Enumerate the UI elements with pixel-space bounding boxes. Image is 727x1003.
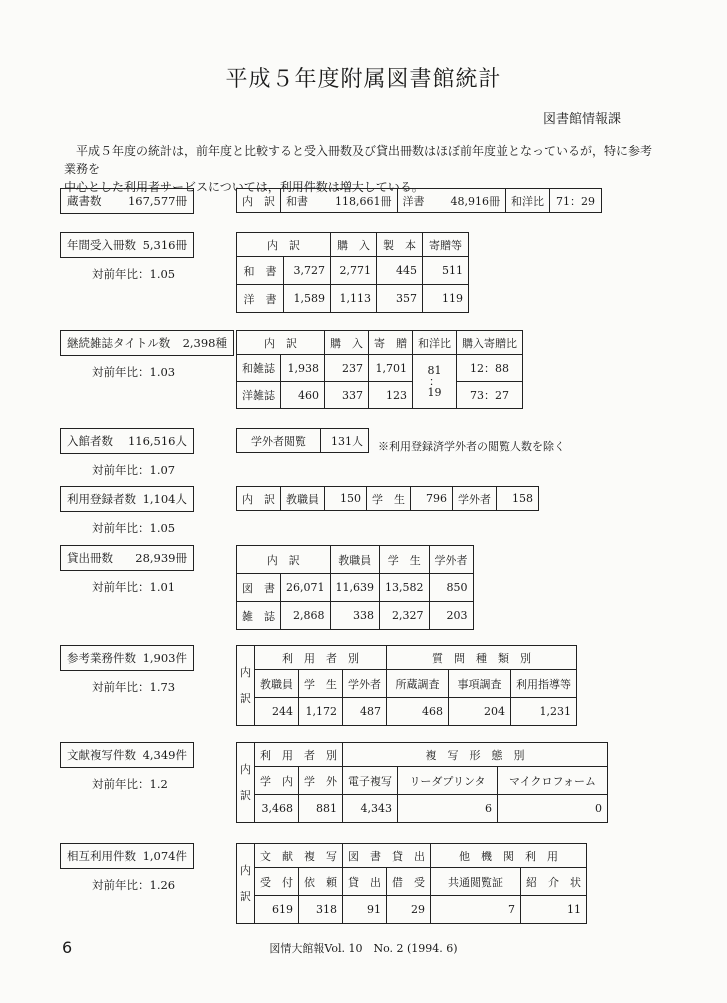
table-cell: 244 xyxy=(255,698,299,726)
holdings-breakdown-table xyxy=(236,188,602,213)
table-cell: 1,172 xyxy=(299,698,343,726)
table-cell: 487 xyxy=(343,698,387,726)
registered-label: 利用登録者数 xyxy=(67,492,136,506)
department-name: 図書館情報課 xyxy=(542,112,621,127)
table-header: 学 内 xyxy=(255,767,299,795)
table-header: 利用指導等 xyxy=(511,670,577,698)
visitors-ratio: 対前年比：1.07 xyxy=(92,463,176,477)
table-cell: 73：27 xyxy=(457,382,523,409)
holdings-value: 167,577冊 xyxy=(127,194,187,208)
table-header: 貸 出 xyxy=(343,868,387,896)
table-header: リーダプリンタ xyxy=(398,767,498,795)
visitors-label: 入館者数 xyxy=(67,434,113,448)
table-header: 共通閲覧証 xyxy=(431,868,521,896)
ill-box xyxy=(60,843,194,869)
table-row xyxy=(237,546,474,574)
table-cell: 12：88 xyxy=(457,355,523,382)
side-label xyxy=(237,743,255,823)
table-header: 事項調査 xyxy=(449,670,511,698)
acquisitions-box xyxy=(60,232,194,258)
side-char: 訳 xyxy=(240,691,251,705)
table-header: 電子複写 xyxy=(343,767,398,795)
group-header: 利 用 者 別 xyxy=(255,743,343,767)
group-header: 複 写 形 態 別 xyxy=(343,743,608,767)
table-cell: 796 xyxy=(411,487,453,511)
serials-ratio: 対前年比：1.03 xyxy=(92,365,176,379)
serials-table xyxy=(236,330,523,409)
wayo-colon: ： xyxy=(429,375,440,388)
table-cell: 雑 誌 xyxy=(237,602,281,630)
table-cell: 11,639 xyxy=(330,574,380,602)
page-title: 平成５年度附属図書館統計 xyxy=(225,67,502,92)
side-char: 内 xyxy=(240,665,251,679)
table-cell: 123 xyxy=(369,382,413,409)
table-header: 教職員 xyxy=(255,670,299,698)
table-row xyxy=(237,285,469,313)
table-header: 受 付 xyxy=(255,868,299,896)
group-header: 図 書 貸 出 xyxy=(343,844,431,868)
table-cell: 71：29 xyxy=(550,189,602,213)
table-cell: 11 xyxy=(521,896,587,924)
table-row xyxy=(237,844,587,868)
table-row xyxy=(237,574,474,602)
registered-value: 1,104人 xyxy=(142,492,187,506)
copies-value: 4,349件 xyxy=(142,748,187,762)
serials-box xyxy=(60,330,234,356)
table-row xyxy=(237,868,587,896)
registered-table xyxy=(236,486,539,511)
yo-value: 48,916冊 xyxy=(450,194,500,208)
acquisitions-value: 5,316冊 xyxy=(142,238,187,252)
table-cell: 7 xyxy=(431,896,521,924)
group-header: 質 問 種 類 別 xyxy=(387,646,577,670)
table-cell: 2,327 xyxy=(380,602,430,630)
yo-label: 洋書 xyxy=(402,194,425,208)
loans-label: 貸出冊数 xyxy=(67,551,113,565)
wayo-bottom: 19 xyxy=(427,386,442,399)
intro-line: 平成５年度の統計は，前年度と比較すると受入冊数及び貸出冊数はほぼ前年度並となっているが，特に参考業務を xyxy=(64,144,653,176)
table-cell: 357 xyxy=(377,285,423,313)
table-row xyxy=(237,767,608,795)
table-cell: 131人 xyxy=(321,429,369,453)
table-cell: 119 xyxy=(423,285,469,313)
table-cell: 150 xyxy=(325,487,367,511)
ill-value: 1,074件 xyxy=(142,849,187,863)
table-row xyxy=(237,698,577,726)
table-row xyxy=(237,189,602,213)
loans-ratio: 対前年比：1.01 xyxy=(92,580,176,594)
table-cell: 511 xyxy=(423,257,469,285)
table-cell: 850 xyxy=(429,574,473,602)
serials-value: 2,398種 xyxy=(182,336,227,350)
table-cell: 学 生 xyxy=(367,487,411,511)
intro-line: 中心とした利用者サービスについては，利用件数は増大している。 xyxy=(64,180,424,194)
side-char: 訳 xyxy=(240,788,251,802)
table-cell: 6 xyxy=(398,795,498,823)
table-cell: 和雑誌 xyxy=(237,355,281,382)
table-cell: 881 xyxy=(299,795,343,823)
table-cell: 237 xyxy=(325,355,369,382)
side-label xyxy=(237,646,255,726)
table-row xyxy=(237,429,369,453)
table-cell: 和洋比 xyxy=(506,189,550,213)
ill-label: 相互利用件数 xyxy=(67,849,136,863)
table-cell: 26,071 xyxy=(281,574,331,602)
holdings-box xyxy=(60,188,194,214)
table-header: 借 受 xyxy=(387,868,431,896)
table-header: 購 入 xyxy=(325,331,369,355)
journal-citation: 図情大館報Vol. 10 No. 2 (1994. 6) xyxy=(269,942,458,955)
wa-value: 118,661冊 xyxy=(335,194,392,208)
loans-box xyxy=(60,545,194,571)
table-cell: 0 xyxy=(498,795,608,823)
ill-table xyxy=(236,843,587,924)
registered-box xyxy=(60,486,194,512)
table-cell: 図 書 xyxy=(237,574,281,602)
group-header: 他 機 関 利 用 xyxy=(431,844,587,868)
loans-value: 28,939冊 xyxy=(135,551,187,565)
table-header: 内 訳 xyxy=(237,331,325,355)
table-cell: 3,468 xyxy=(255,795,299,823)
table-row xyxy=(237,382,523,409)
loans-table xyxy=(236,545,474,630)
table-header: 和洋比 xyxy=(413,331,457,355)
table-cell: 318 xyxy=(299,896,343,924)
table-cell: 1,113 xyxy=(331,285,377,313)
wayo-top: 81 xyxy=(427,364,442,377)
table-header: 学外者 xyxy=(429,546,473,574)
table-cell: 4,343 xyxy=(343,795,398,823)
wa-label: 和書 xyxy=(286,194,308,208)
table-cell xyxy=(281,189,398,213)
table-row xyxy=(237,670,577,698)
visitors-note: ※利用登録済学外者の閲覧人数を除く xyxy=(378,440,565,453)
table-header: 学 生 xyxy=(380,546,430,574)
table-row xyxy=(237,355,523,382)
table-cell: 337 xyxy=(325,382,369,409)
reference-table xyxy=(236,645,577,726)
table-cell: 13,582 xyxy=(380,574,430,602)
table-cell: 3,727 xyxy=(284,257,331,285)
copies-label: 文献複写件数 xyxy=(67,748,136,762)
registered-ratio: 対前年比：1.05 xyxy=(92,521,176,535)
ill-ratio: 対前年比：1.26 xyxy=(92,878,176,892)
table-cell: 2,771 xyxy=(331,257,377,285)
table-cell: 1,231 xyxy=(511,698,577,726)
table-row xyxy=(237,233,469,257)
table-cell: 619 xyxy=(255,896,299,924)
table-cell: 教職員 xyxy=(281,487,325,511)
table-cell: 洋 書 xyxy=(237,285,284,313)
table-cell: 460 xyxy=(281,382,325,409)
table-header: 寄 贈 xyxy=(369,331,413,355)
page-number: 6 xyxy=(62,938,73,957)
group-header: 文 献 複 写 xyxy=(255,844,343,868)
table-cell: 洋雑誌 xyxy=(237,382,281,409)
table-header: 所蔵調査 xyxy=(387,670,449,698)
copies-ratio: 対前年比：1.2 xyxy=(92,777,168,791)
serials-label: 継続雑誌タイトル数 xyxy=(67,336,171,350)
table-header: 紹 介 状 xyxy=(521,868,587,896)
side-label xyxy=(237,844,255,924)
table-cell: 91 xyxy=(343,896,387,924)
table-header: 学外者 xyxy=(343,670,387,698)
table-header: 教職員 xyxy=(330,546,380,574)
visitors-box xyxy=(60,428,194,454)
table-row xyxy=(237,257,469,285)
table-row xyxy=(237,602,474,630)
table-cell: 158 xyxy=(497,487,539,511)
table-cell: 2,868 xyxy=(281,602,331,630)
table-cell: 204 xyxy=(449,698,511,726)
table-header: 購 入 xyxy=(331,233,377,257)
reference-ratio: 対前年比：1.73 xyxy=(92,680,176,694)
table-cell: 338 xyxy=(330,602,380,630)
table-row xyxy=(237,487,539,511)
table-header: 依 頼 xyxy=(299,868,343,896)
table-header: 学 外 xyxy=(299,767,343,795)
side-char: 内 xyxy=(240,762,251,776)
table-cell: 468 xyxy=(387,698,449,726)
table-header: 製 本 xyxy=(377,233,423,257)
table-header: 内 訳 xyxy=(237,546,331,574)
table-header: 内 訳 xyxy=(237,233,331,257)
group-header: 利 用 者 別 xyxy=(255,646,387,670)
external-visitors-table xyxy=(236,428,369,453)
wayo-ratio-cell xyxy=(413,355,457,409)
table-cell: 445 xyxy=(377,257,423,285)
table-header: 購入寄贈比 xyxy=(457,331,523,355)
copies-box xyxy=(60,742,194,768)
side-char: 内 xyxy=(240,863,251,877)
side-char: 訳 xyxy=(240,889,251,903)
table-cell: 1,701 xyxy=(369,355,413,382)
table-header: マイクロフォーム xyxy=(498,767,608,795)
table-header: 学 生 xyxy=(299,670,343,698)
reference-box xyxy=(60,645,194,671)
table-cell: 203 xyxy=(429,602,473,630)
visitors-value: 116,516人 xyxy=(127,434,187,448)
table-cell: 学外者 xyxy=(453,487,497,511)
copies-table xyxy=(236,742,608,823)
acquisitions-ratio: 対前年比：1.05 xyxy=(92,267,176,281)
table-cell: 内 訳 xyxy=(237,189,281,213)
reference-value: 1,903件 xyxy=(142,651,187,665)
table-header: 寄贈等 xyxy=(423,233,469,257)
table-row xyxy=(237,795,608,823)
table-cell xyxy=(397,189,506,213)
reference-label: 参考業務件数 xyxy=(67,651,136,665)
table-row xyxy=(237,896,587,924)
acquisitions-table xyxy=(236,232,469,313)
table-cell: 29 xyxy=(387,896,431,924)
table-cell: 学外者閲覧 xyxy=(237,429,321,453)
table-row xyxy=(237,331,523,355)
table-row xyxy=(237,646,577,670)
acquisitions-label: 年間受入冊数 xyxy=(67,238,136,252)
table-cell: 和 書 xyxy=(237,257,284,285)
table-cell: 1,589 xyxy=(284,285,331,313)
table-cell: 内 訳 xyxy=(237,487,281,511)
holdings-label: 蔵書数 xyxy=(67,194,102,208)
table-row xyxy=(237,743,608,767)
table-cell: 1,938 xyxy=(281,355,325,382)
